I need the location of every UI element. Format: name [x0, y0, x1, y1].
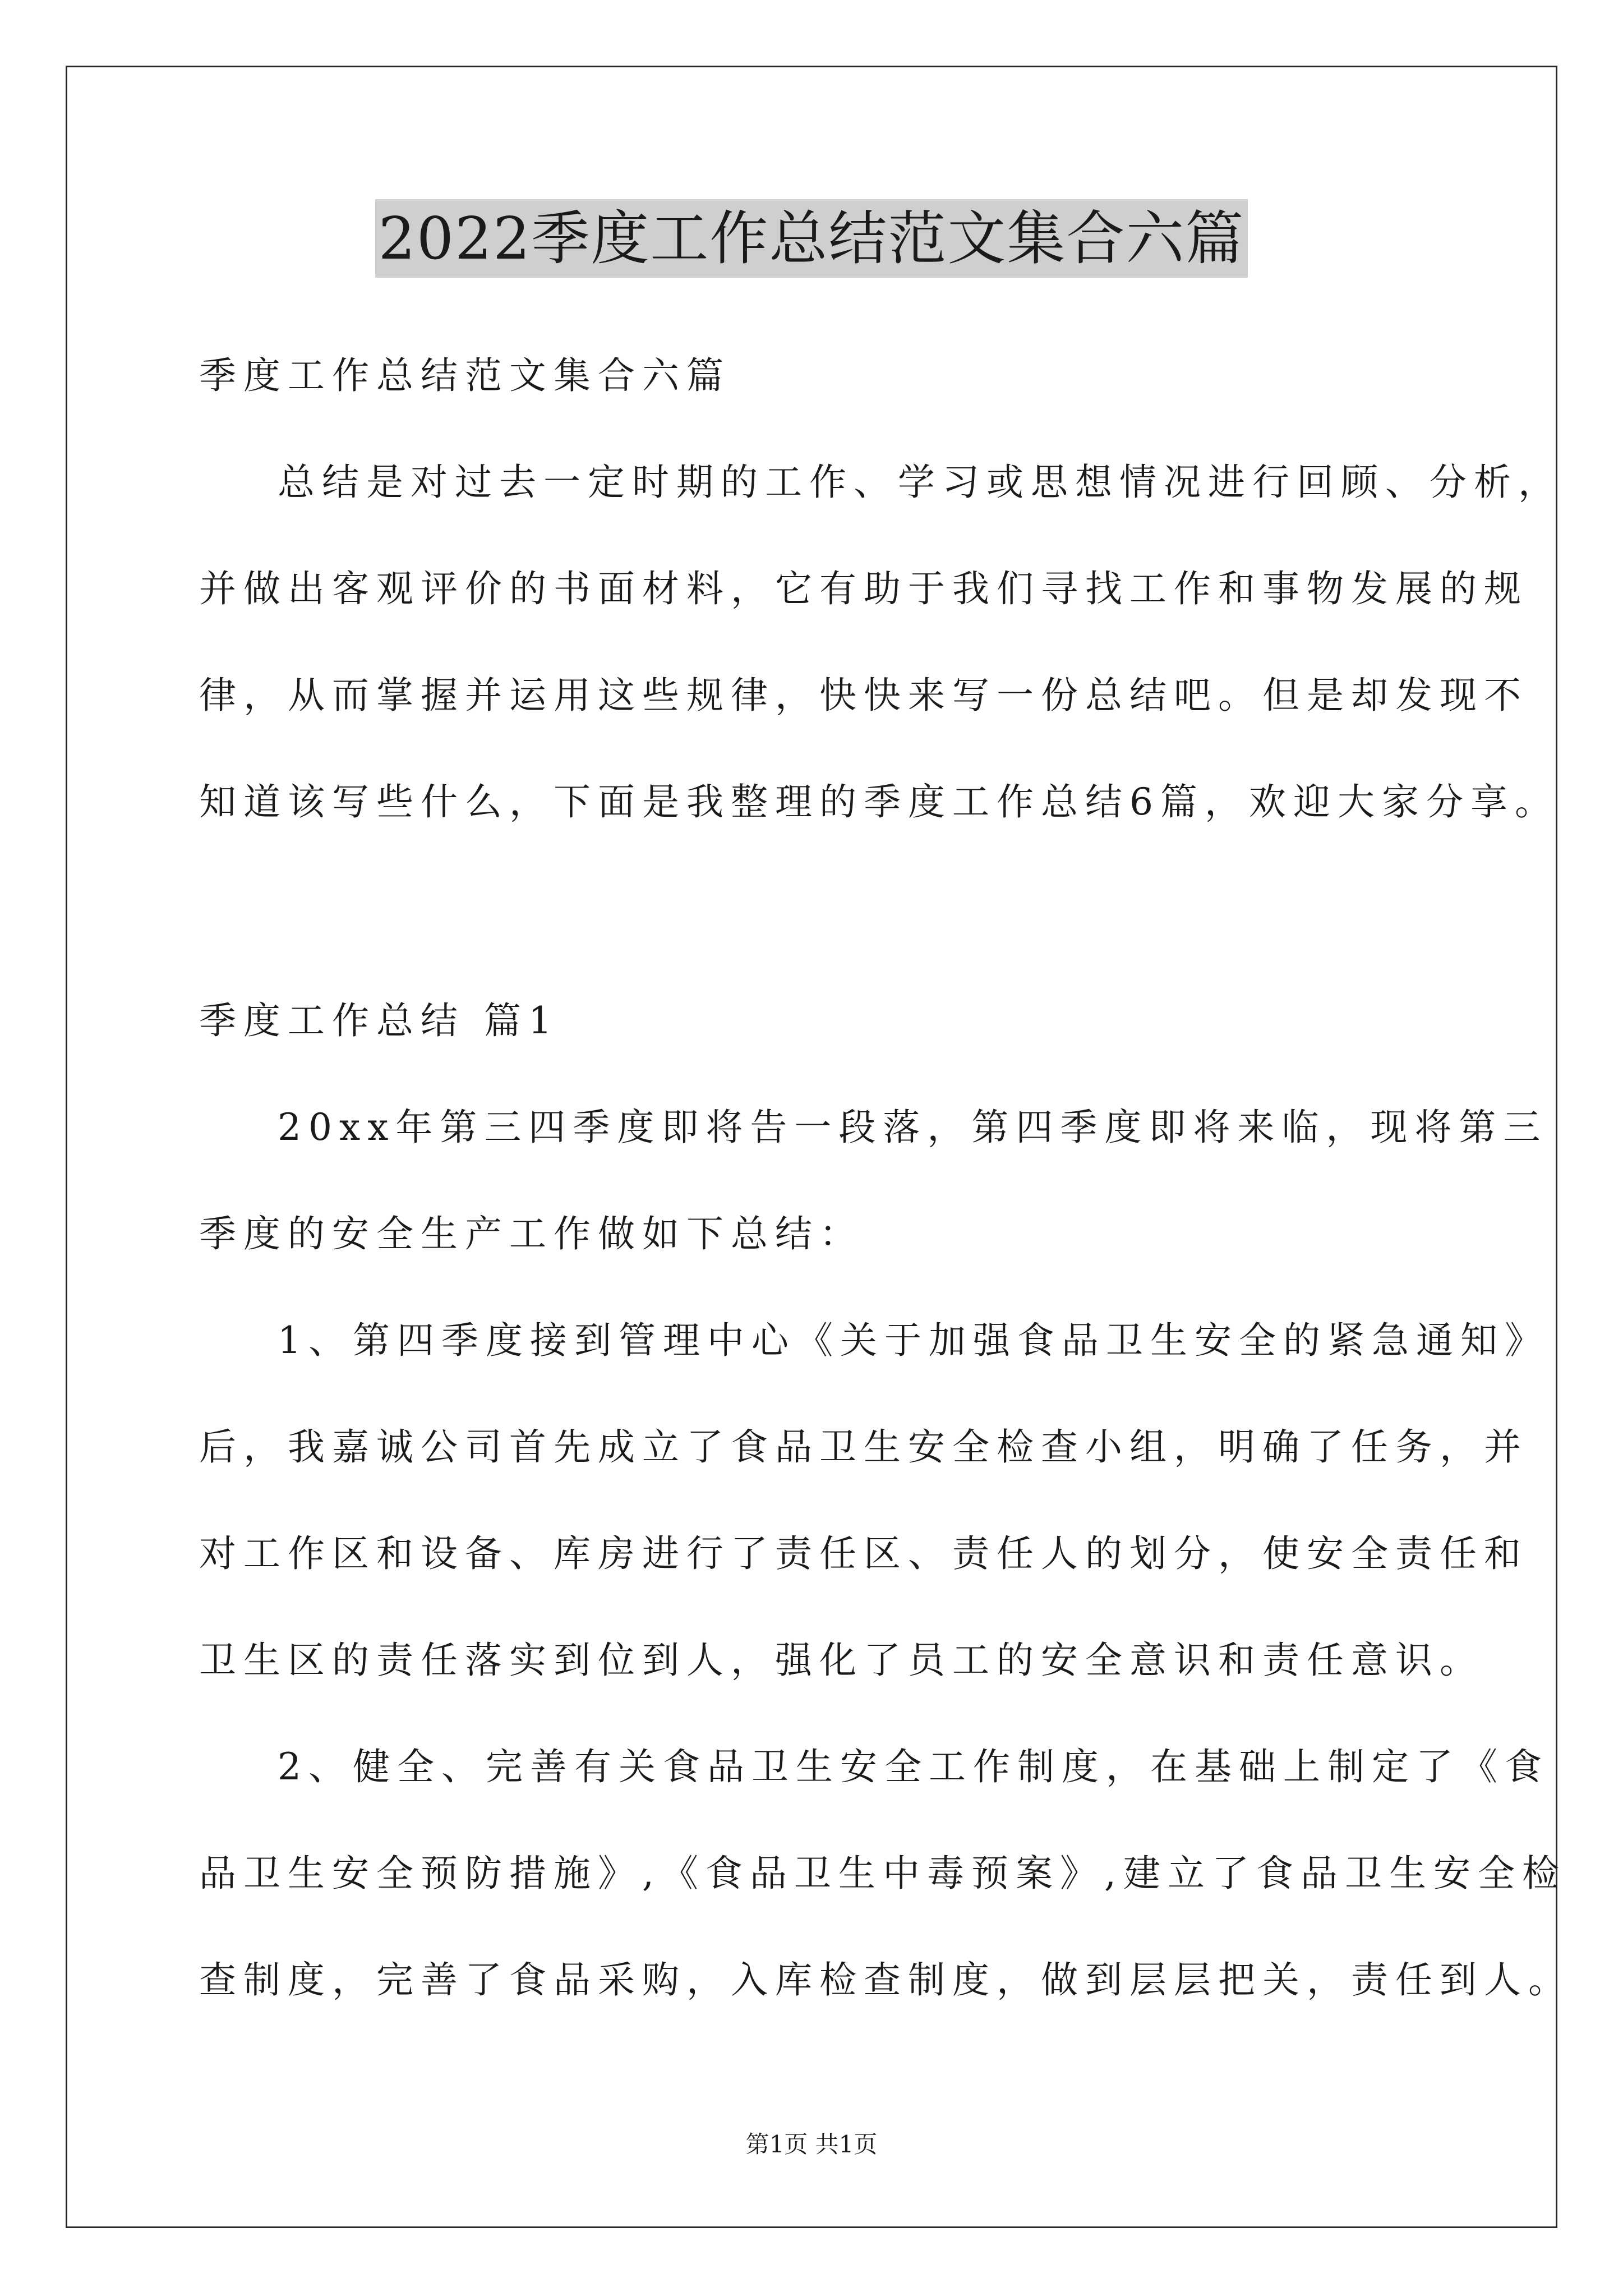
section-heading: 季度工作总结 篇1 [199, 999, 559, 1042]
body-paragraph-line: 后，我嘉诚公司首先成立了食品卫生安全检查小组，明确了任务，并 [199, 1425, 1528, 1469]
body-paragraph-line: 对工作区和设备、库房进行了责任区、责任人的划分，使安全责任和 [199, 1532, 1528, 1575]
body-paragraph-line: 品卫生安全预防措施》,《食品卫生中毒预案》,建立了食品卫生安全检 [199, 1852, 1566, 1895]
body-paragraph-line: 20xx年第三四季度即将告一段落，第四季度即将来临，现将第三 [278, 1106, 1548, 1149]
intro-paragraph-line: 并做出客观评价的书面材料，它有助于我们寻找工作和事物发展的规 [199, 567, 1528, 610]
body-paragraph-line: 2、健全、完善有关食品卫生安全工作制度，在基础上制定了《食 [278, 1745, 1549, 1788]
body-paragraph-line: 查制度，完善了食品采购，入库检查制度，做到层层把关，责任到人。 [199, 1958, 1573, 2001]
title-container [0, 199, 1623, 278]
document-subtitle: 季度工作总结范文集合六篇 [199, 354, 731, 397]
document-title: 2022季度工作总结范文集合六篇 [375, 199, 1248, 278]
intro-paragraph-line: 律，从而掌握并运用这些规律，快快来写一份总结吧。但是却发现不 [199, 674, 1528, 717]
body-paragraph-line: 卫生区的责任落实到位到人，强化了员工的安全意识和责任意识。 [199, 1639, 1484, 1682]
body-paragraph-line: 季度的安全生产工作做如下总结： [199, 1212, 864, 1255]
intro-paragraph-line: 知道该写些什么，下面是我整理的季度工作总结6篇，欢迎大家分享。 [199, 780, 1559, 823]
page-footer: 第1页 共1页 [745, 2131, 878, 2158]
intro-paragraph-line: 总结是对过去一定时期的工作、学习或思想情况进行回顾、分析， [278, 461, 1562, 504]
body-paragraph-line: 1、第四季度接到管理中心《关于加强食品卫生安全的紧急通知》 [278, 1319, 1549, 1362]
